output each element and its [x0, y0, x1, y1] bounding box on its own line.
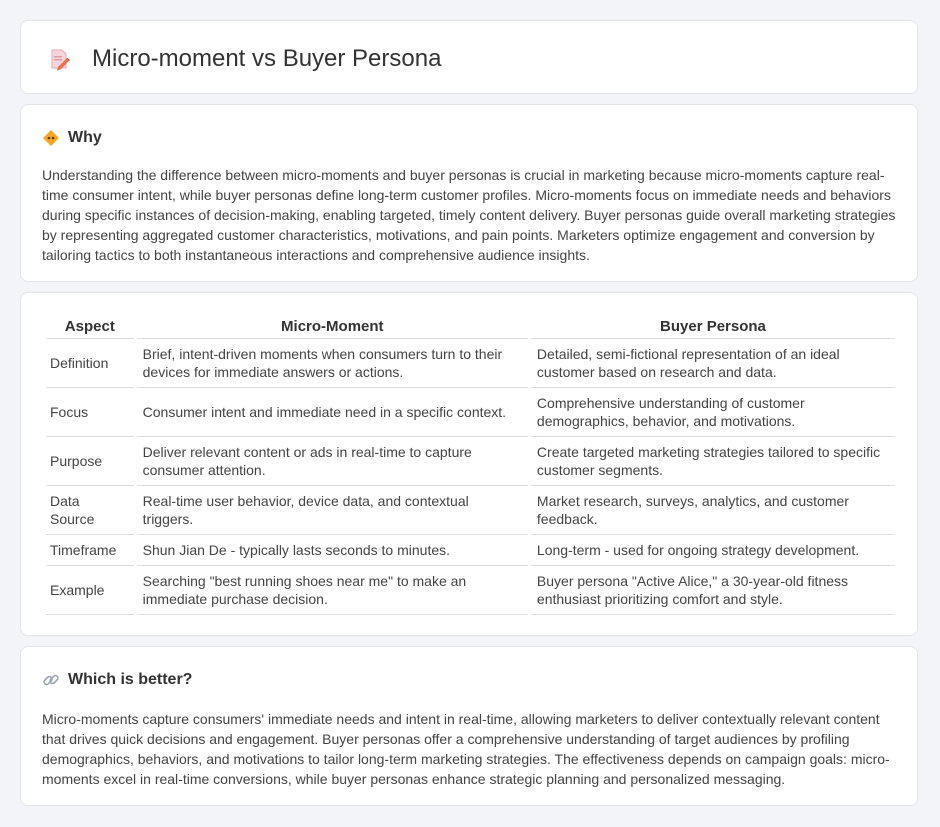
table-row [46, 437, 895, 486]
row-buyer-persona: Buyer persona "Active Alice," a 30-year-old fitness enthusiast prioritizing comfort and style. [531, 566, 895, 615]
row-buyer-persona: Create targeted marketing strategies tailored to specific customer segments. [531, 437, 895, 486]
row-micro-moment: Brief, intent-driven moments when consumers turn to their devices for immediate answers or actions. [137, 339, 528, 388]
header-buyer-persona: Buyer Persona [531, 315, 895, 339]
why-body: Understanding the difference between micro-moments and buyer personas is crucial in marketing because micro-moments capture real-time consumer intent, while buyer personas define long-term customer profiles. Micro-moments focus on immediate needs and behaviors during specific instances of decision-making, enabling targeted, timely content delivery. Buyer personas guide overall marketing strategies by representing aggregated customer characteristics, motivations, and pain points. Marketers optimize engagement and conversion by tailoring tactics to both instantaneous interactions and comprehensive audience insights. [42, 167, 896, 263]
title-card [20, 20, 918, 94]
row-buyer-persona: Market research, surveys, analytics, and customer feedback. [531, 486, 895, 535]
table-row [46, 388, 895, 437]
table-row [46, 486, 895, 535]
table-row [46, 535, 895, 566]
row-aspect: Timeframe [46, 535, 134, 566]
row-micro-moment: Searching "best running shoes near me" to make an immediate purchase decision. [137, 566, 528, 615]
comparison-section [20, 292, 918, 636]
better-heading-row [42, 670, 192, 690]
better-body: Micro-moments capture consumers' immediate needs and intent in real-time, allowing marketers to deliver contextually relevant content that drives quick decisions and engagement. Buyer personas offer a comprehensive understanding of target audiences by profiling demographics, behaviors, and motivations to tailor long-term marketing strategies. The effectiveness depends on campaign goals: micro-moments excel in real-time conversions, while buyer personas enhance strategic planning and personalized messaging. [42, 711, 890, 787]
row-micro-moment: Consumer intent and immediate need in a specific context. [137, 388, 528, 437]
header-aspect: Aspect [46, 315, 134, 339]
better-heading: Which is better? [68, 671, 193, 688]
row-micro-moment: Deliver relevant content or ads in real-time to capture consumer attention. [137, 437, 528, 486]
row-aspect: Definition [46, 339, 134, 388]
row-aspect: Data Source [46, 486, 134, 535]
row-buyer-persona: Detailed, semi-fictional representation of an ideal customer based on research and data. [531, 339, 895, 388]
why-heading-row [42, 128, 102, 148]
header-micro-moment: Micro-Moment [137, 315, 528, 339]
diamond-icon [42, 129, 60, 147]
row-aspect: Example [46, 566, 134, 615]
link-icon [42, 671, 60, 689]
comparison-table [43, 315, 898, 615]
why-heading: Why [68, 129, 102, 146]
row-micro-moment: Shun Jian De - typically lasts seconds to minutes. [137, 535, 528, 566]
row-buyer-persona: Long-term - used for ongoing strategy development. [531, 535, 895, 566]
which-better-section [20, 646, 918, 806]
document-pencil-icon [47, 47, 71, 71]
why-section [20, 104, 918, 282]
row-buyer-persona: Comprehensive understanding of customer demographics, behavior, and motivations. [531, 388, 895, 437]
page-title: Micro-moment vs Buyer Persona [92, 45, 442, 72]
table-header-row [46, 315, 895, 339]
table-row [46, 566, 895, 615]
table-row [46, 339, 895, 388]
row-aspect: Focus [46, 388, 134, 437]
row-micro-moment: Real-time user behavior, device data, and contextual triggers. [137, 486, 528, 535]
row-aspect: Purpose [46, 437, 134, 486]
